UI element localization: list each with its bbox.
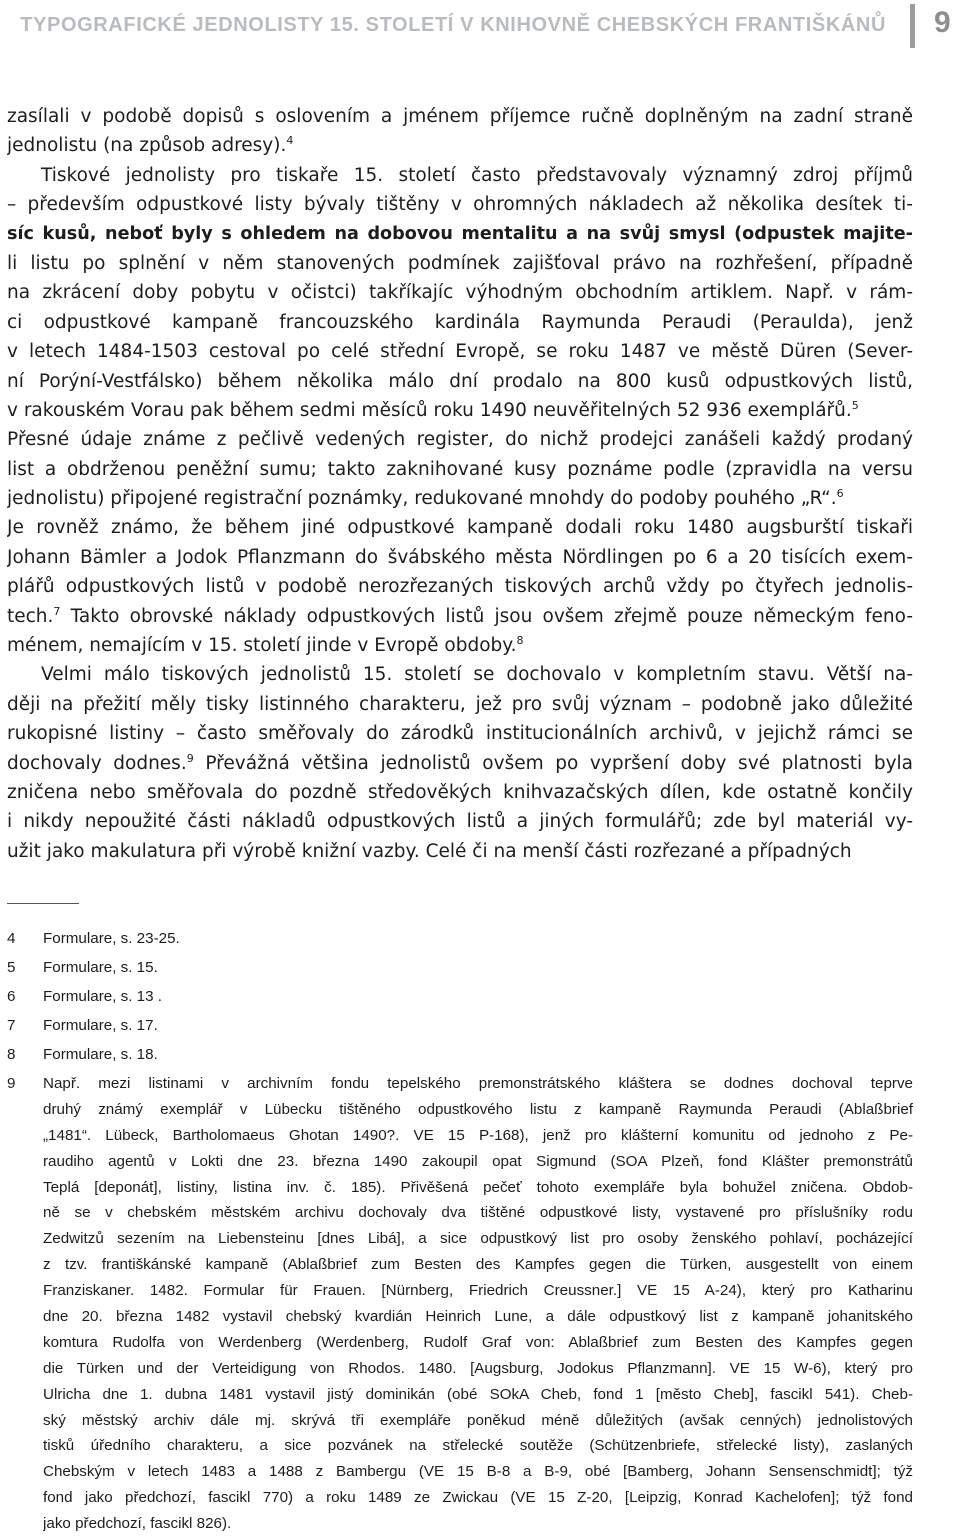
footnote-number: 5 — [7, 959, 16, 976]
body-line: síc kusů, neboť byly s ohledem na dobovou mentalitu a na svůj smysl (odpustek majite- — [7, 223, 913, 244]
body-line: ději na přežití měly tisky listinného charakteru, jež pro svůj význam – podobně jako důležité — [7, 693, 913, 715]
body-line: li listu po splnění v něm stanovených podmínek zajišťoval právo na rozhřešení, případně — [7, 252, 913, 274]
footnote-text: Formulare, s. 23-25. — [43, 930, 180, 947]
body-line: ci odpustkové kampaně francouzského kardinála Raymunda Peraudi (Peraulda), jenž — [7, 311, 913, 333]
footnote-ref[interactable]: 5 — [851, 398, 859, 412]
body-line: ménem, nemajícím v 15. století jinde v Evropě obdoby.$^8$ — [7, 634, 524, 657]
footnote-number: 6 — [7, 988, 16, 1005]
footnotes — [7, 924, 913, 1537]
body-line: Přesné údaje známe z pečlivě vedených register, do nichž prodejci zanášeli každý prodaný — [7, 429, 913, 451]
footnote-text: Formulare, s. 18. — [43, 1046, 158, 1063]
footnote — [7, 1040, 913, 1069]
body-line: v letech 1484-1503 cestoval po celé střední Evropě, se roku 1487 ve městě Düren (Sever- — [7, 341, 913, 363]
body-line: ní Porýní-Vestfálsko) během několika málo dní prodalo na 800 kusů odpustkových listů, — [7, 370, 913, 392]
body-line: – především odpustkové listy bývaly tištěny v ohromných nákladech až několika desítek ti- — [7, 194, 913, 216]
body-line: zasílali v podobě dopisů s oslovením a jménem příjemce ručně doplněným na zadní straně — [7, 106, 913, 127]
footnote-ref[interactable]: 4 — [286, 134, 294, 148]
page-number: 9 — [934, 6, 951, 39]
footnote-line: ský městský archiv dále mj. skrývá tři exempláře poněkud méně důležitých (avšak cenných) jednolistových — [43, 1411, 913, 1429]
footnote-line: komtura Rudolfa von Werdenberg (Werdenberg, Rudolf Graf von: Ablaßbrief zum Besten des Kampfes gegen — [43, 1333, 913, 1351]
body-line: užit jako makulatura při výrobě knižní vazby. Celé či na menší části rozřezané a případných — [7, 840, 852, 862]
footnote-divider — [7, 903, 79, 904]
footnote-number: 9 — [7, 1075, 16, 1092]
body-line: plářů odpustkových listů v podobě nerozřezaných tiskových archů vždy po čtyřech jednolis- — [7, 576, 913, 598]
footnote-line: Franziskaner. 1482. Formular für Frauen. [Nürnberg, Friedrich Creussner.] VE 15 A-24), který pro Katharinu — [43, 1282, 913, 1300]
footnote — [7, 953, 913, 982]
footnote-number: 8 — [7, 1046, 16, 1063]
body-line: Johann Bämler a Jodok Pflanzmann do švábského města Nördlingen po 6 a 20 tisících exem- — [7, 546, 913, 568]
body-text — [7, 102, 913, 866]
body-line: list a obdrženou peněžní sumu; takto zaknihované kusy poznáme podle (zpravidla na versu — [7, 458, 913, 480]
body-line: Je rovněž známo, že během jiné odpustkové kampaně dodali roku 1480 augsburští tiskaři — [7, 517, 913, 539]
footnote-line: Teplá [deponát], listiny, listina inv. č. 185). Přivěšená pečeť tohoto exempláře byla bohužel zničena. Obdob- — [43, 1178, 913, 1196]
footnote-line: jako předchozí, fascikl 826). — [43, 1515, 232, 1533]
body-line: dochovaly dodnes.$^9$ Převážná většina jednolistů ovšem po vypršení doby své platnosti byla — [7, 751, 913, 774]
footnote-line: Chebským v letech 1483 a 1488 z Bambergu (VE 15 B-8 a B-9, obé [Bamberg, Johann Sensenschmidt]; týž — [43, 1463, 913, 1481]
footnote — [7, 1011, 913, 1040]
footnote-number: 4 — [7, 930, 16, 947]
footnote — [7, 924, 913, 953]
footnote-line: dne 20. března 1482 vystavil chebský kvardián Heinrich Lune, a dále odpustkový list z kampaně johanitského — [43, 1308, 913, 1326]
running-head-title: TYPOGRAFICKÉ JEDNOLISTY 15. STOLETÍ V KNIHOVNĚ CHEBSKÝCH FRANTIŠKÁNŮ — [20, 14, 886, 36]
body-line: Tiskové jednolisty pro tiskaře 15. století často představovaly významný zdroj příjmů — [41, 164, 913, 186]
footnote-line: raudiho agentů v Lokti dne 23. března 1490 zakoupil opat Sigmund (SOA Plzeň, fond Klášter premonstrátů — [43, 1152, 913, 1170]
footnote-line: tisků úředního charakteru, a sice pozvánek na střelecké soutěže (Schützenbriefe, střelecké listy), zaslaných — [43, 1437, 913, 1455]
footnote-line: Ulricha dne 1. dubna 1481 vystavil jistý dominikán (obé SOkA Cheb, fond 1 [město Cheb], fascikl 541). Cheb- — [43, 1385, 913, 1403]
body-line: tech.$^7$ Takto obrovské náklady odpustkových listů jsou ovšem zřejmě pouze německým feno- — [7, 604, 913, 627]
footnote-text — [43, 1071, 913, 1537]
footnote-line: druhý známý exemplář v Lübecku tištěného odpustkového listu z kampaně Raymunda Peraudi (Ablaßbrief — [43, 1100, 913, 1118]
body-line: v rakouském Vorau pak během sedmi měsíců roku 1490 neuvěřitelných 52 936 exemplářů.$^5$ — [7, 398, 859, 421]
footnote-ref[interactable]: 6 — [836, 487, 844, 501]
body-line: jednolistu) připojené registrační poznámky, redukované mnohdy do podoby pouhého „R“.$^6$ — [7, 487, 844, 510]
footnote-text: Formulare, s. 15. — [43, 959, 158, 976]
footnote — [7, 982, 913, 1011]
header-divider — [910, 4, 915, 48]
footnote-line: Zedwitzů sezením na Liebensteinu [dnes Libá], a sice odpustkový list pro osoby ženského pohlaví, pocházející — [43, 1230, 913, 1248]
footnote-number: 7 — [7, 1017, 16, 1034]
footnote-line: fond jako předchozí, fascikl 770) a roku 1489 ze Zwickau (VE 15 Z-20, [Leipzig, Konrad Kachelofen]; týž fond — [43, 1489, 913, 1507]
body-line: na zkrácení doby pobytu v očistci) takříkajíc výhodným obchodním artiklem. Např. v rám- — [7, 282, 913, 304]
footnote — [7, 1071, 913, 1537]
footnote-line: z tzv. františkánské kampaně (Ablaßbrief zum Besten des Kampfes gegen die Türken, ausgestellt von einem — [43, 1256, 913, 1274]
body-line: jednolistu (na způsob adresy).$^4$ — [7, 134, 294, 157]
footnote-line: „1481“. Lübeck, Bartholomaeus Ghotan 1490?. VE 15 P-168), jenž pro klášterní komunitu od jednoho z Pe- — [43, 1126, 913, 1144]
body-line: zničena nebo směřovala do pozdně středověkých knihvazačských dílen, kde ostatně končily — [7, 781, 913, 803]
footnote-text: Formulare, s. 17. — [43, 1017, 158, 1034]
footnote-line: Např. mezi listinami v archivním fondu tepelského premonstrátského kláštera se dodnes dochoval teprve — [43, 1075, 913, 1092]
footnote-ref[interactable]: 9 — [186, 751, 194, 765]
body-line: i nikdy nepoužité části nákladů odpustkových listů a jiných formulářů; zde byl materiál vy- — [7, 811, 913, 833]
footnote-line: die Türken und der Verteidigung von Rhodos. 1480. [Augsburg, Jodokus Pflanzmann]. VE 15 W-6), který pro — [43, 1359, 913, 1377]
body-line: Velmi málo tiskových jednolistů 15. století se dochovalo v kompletním stavu. Větší na- — [41, 664, 913, 686]
footnote-ref[interactable]: 7 — [53, 604, 61, 618]
body-line: rukopisné listiny – často směřovaly do zárodků institucionálních archivů, v jejichž rámci se — [7, 723, 913, 745]
footnote-ref[interactable]: 8 — [516, 634, 524, 648]
footnote-text: Formulare, s. 13 . — [43, 988, 163, 1005]
footnote-line: ně se v chebském městském archivu dochovaly dva tištěné odpustkové listy, vystavené pro příslušníky rodu — [43, 1204, 913, 1222]
